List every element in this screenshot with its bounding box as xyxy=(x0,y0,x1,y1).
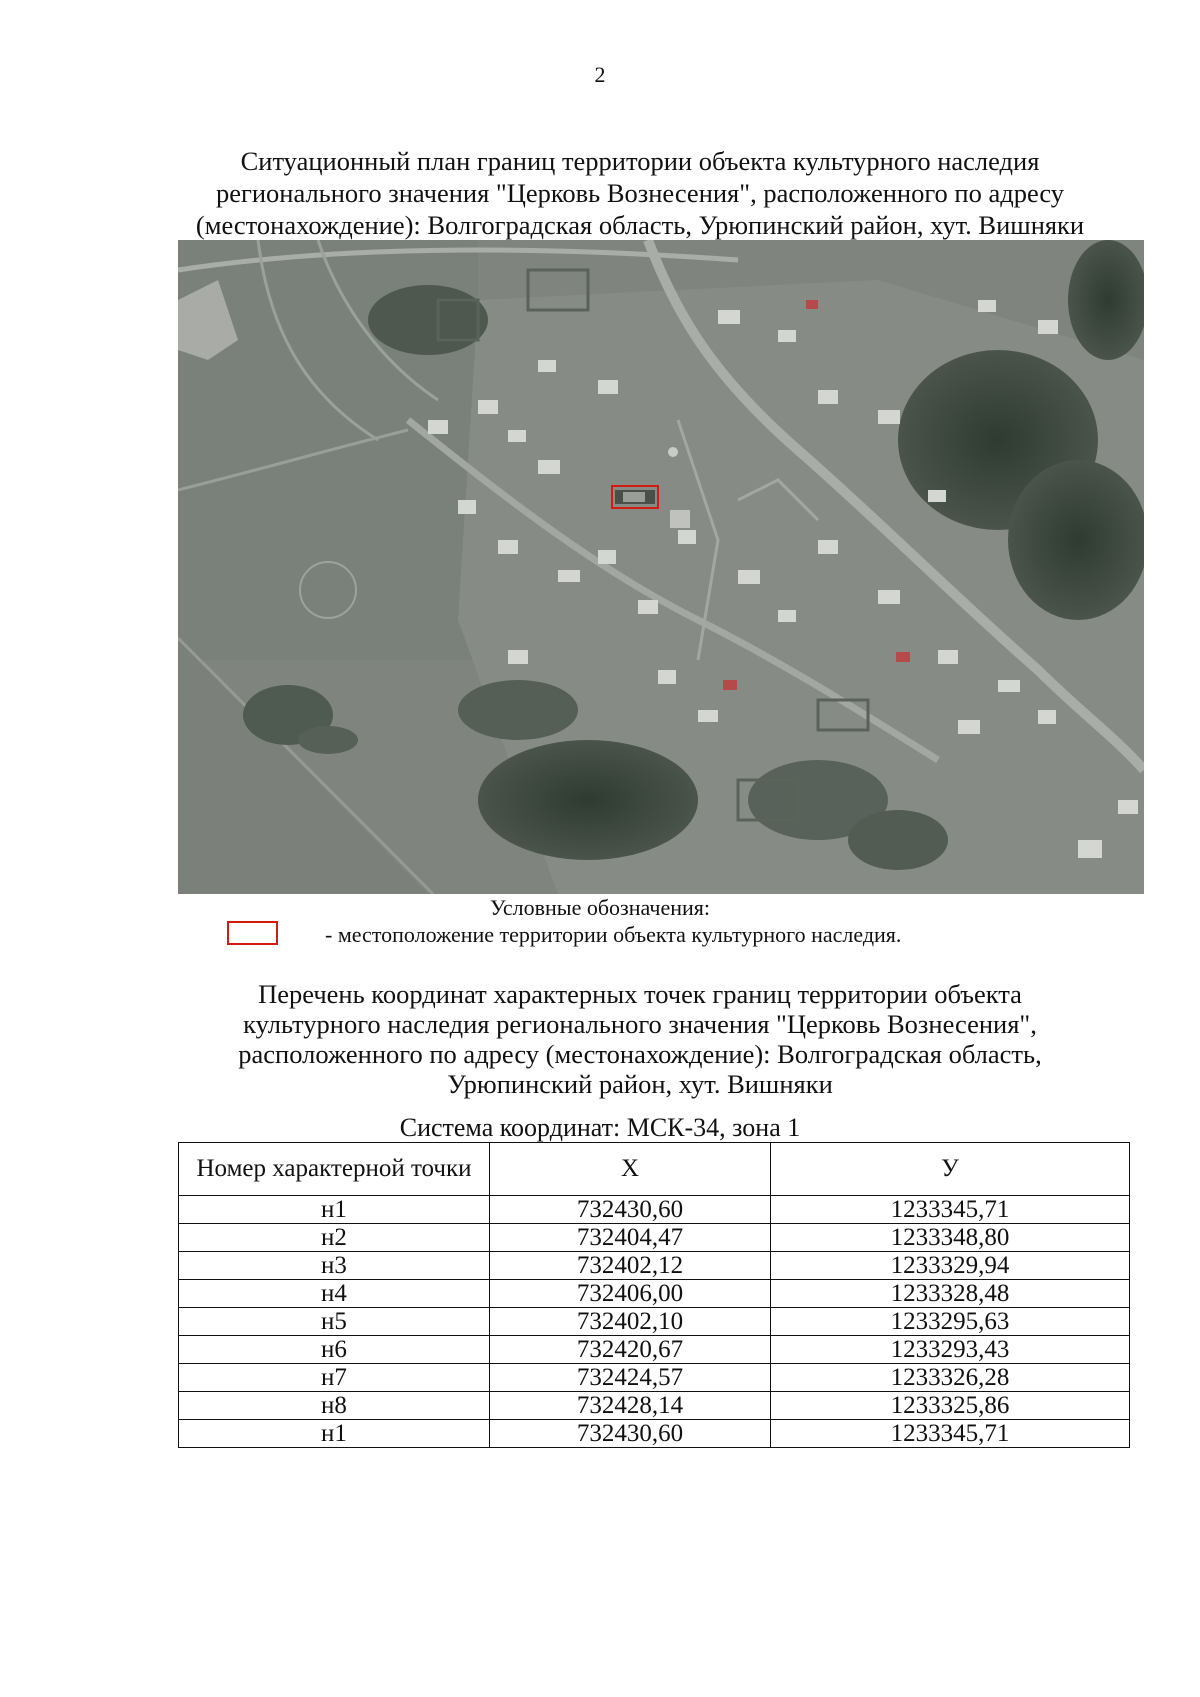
table-row xyxy=(179,1224,1130,1252)
header-y: У xyxy=(771,1143,1130,1196)
point-number-cell: н5 xyxy=(179,1308,490,1336)
y-cell: 1233329,94 xyxy=(771,1252,1130,1280)
table-header-row xyxy=(179,1143,1130,1196)
x-cell: 732402,10 xyxy=(490,1308,771,1336)
y-cell: 1233293,43 xyxy=(771,1336,1130,1364)
legend-item-text: - местоположение территории объекта культурного наследия. xyxy=(325,922,902,947)
point-number-cell: н8 xyxy=(179,1392,490,1420)
y-cell: 1233295,63 xyxy=(771,1308,1130,1336)
table-row xyxy=(179,1252,1130,1280)
point-number-cell: н7 xyxy=(179,1364,490,1392)
satellite-map xyxy=(178,240,1144,894)
x-cell: 732406,00 xyxy=(490,1280,771,1308)
point-number-cell: н4 xyxy=(179,1280,490,1308)
legend-marker-swatch xyxy=(227,921,278,945)
plan-title-line: регионального значения "Церковь Вознесения", расположенного по адресу xyxy=(215,178,1065,208)
x-cell: 732430,60 xyxy=(490,1420,771,1448)
point-number-cell: н2 xyxy=(179,1224,490,1252)
table-row xyxy=(179,1420,1130,1448)
x-cell: 732404,47 xyxy=(490,1224,771,1252)
coordinates-table xyxy=(178,1142,1130,1448)
header-x: X xyxy=(490,1143,771,1196)
x-cell: 732428,14 xyxy=(490,1392,771,1420)
point-number-cell: н6 xyxy=(179,1336,490,1364)
point-number-cell: н3 xyxy=(179,1252,490,1280)
y-cell: 1233345,71 xyxy=(771,1196,1130,1224)
table-row xyxy=(179,1280,1130,1308)
table-row xyxy=(179,1308,1130,1336)
x-cell: 732402,12 xyxy=(490,1252,771,1280)
header-point-number: Номер характерной точки xyxy=(179,1143,490,1196)
table-row xyxy=(179,1392,1130,1420)
x-cell: 732430,60 xyxy=(490,1196,771,1224)
table-row xyxy=(179,1364,1130,1392)
point-number-cell: н1 xyxy=(179,1196,490,1224)
page-number: 2 xyxy=(594,62,606,87)
coordinate-system-label: Система координат: МСК-34, зона 1 xyxy=(399,1113,801,1142)
y-cell: 1233345,71 xyxy=(771,1420,1130,1448)
x-cell: 732424,57 xyxy=(490,1364,771,1392)
table-row xyxy=(179,1196,1130,1224)
table-row xyxy=(179,1336,1130,1364)
satellite-imagery xyxy=(178,240,1144,894)
coordinates-list-title xyxy=(160,979,1120,1099)
y-cell: 1233325,86 xyxy=(771,1392,1130,1420)
y-cell: 1233348,80 xyxy=(771,1224,1130,1252)
list-title-line: Урюпинский район, хут. Вишняки xyxy=(447,1069,833,1099)
y-cell: 1233328,48 xyxy=(771,1280,1130,1308)
object-location-marker xyxy=(611,485,659,509)
point-number-cell: н1 xyxy=(179,1420,490,1448)
plan-title-line: (местонахождение): Волгоградская область, Урюпинский район, хут. Вишняки xyxy=(195,210,1085,240)
list-title-line: расположенного по адресу (местонахождение): Волгоградская область, xyxy=(238,1039,1042,1069)
list-title-line: культурного наследия регионального значения "Церковь Вознесения", xyxy=(243,1009,1037,1039)
legend-title: Условные обозначения: xyxy=(489,895,711,920)
list-title-line: Перечень координат характерных точек границ территории объекта xyxy=(258,979,1022,1009)
plan-title-line: Ситуационный план границ территории объекта культурного наследия xyxy=(240,146,1040,176)
plan-title xyxy=(160,145,1120,241)
y-cell: 1233326,28 xyxy=(771,1364,1130,1392)
x-cell: 732420,67 xyxy=(490,1336,771,1364)
